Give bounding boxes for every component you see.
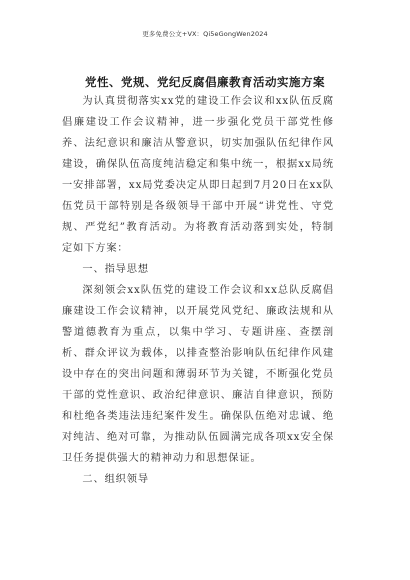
document-title: 党性、党规、党纪反腐倡廉教育活动实施方案: [85, 75, 325, 89]
section-heading-guiding-ideology: 一、指导思想: [82, 264, 149, 275]
intro-paragraph: 为认真贯彻落实xx党的建设工作会议和xx队伍反腐倡廉建设工作会议精神，进一步强化党员干部党性修养、法纪意识和廉洁从警意识，切实加强队伍纪律作风建设，确保队伍高度纯洁稳定和集中统一，根据xx局统一安排部署，xx局党委决定从即日起到7月20日在xx队伍党员干部特别是各级领导干部中开展“讲党性、守党规、严党纪”教育活动。为将教育活动落到实处，特制定如下方案：: [62, 96, 334, 254]
section-heading-organization: 二、组织领导: [82, 474, 149, 485]
guiding-ideology-paragraph: 深刻领会xx队伍党的建设工作会议和xx总队反腐倡廉建设工作会议精神，以开展党风党纪、廉政法规和从警道德教育为重点，以集中学习、专题讲座、查摆剖析、群众评议为载体，以排查整治影响队伍纪律作风建设中存在的突出问题和薄弱环节为关键，不断强化党员干部的党性意识、政治纪律意识、廉洁自律意识，预防和杜绝各类违法违纪案件发生。确保队伍绝对忠诚、绝对纯洁、绝对可靠，为推动队伍圆满完成各项xx安全保卫任务提供强大的精神动力和思想保证。: [62, 285, 334, 464]
document-body: [62, 91, 334, 490]
header-note: 更多免费公文+VX：Qi5eGongWen2024: [142, 30, 268, 38]
